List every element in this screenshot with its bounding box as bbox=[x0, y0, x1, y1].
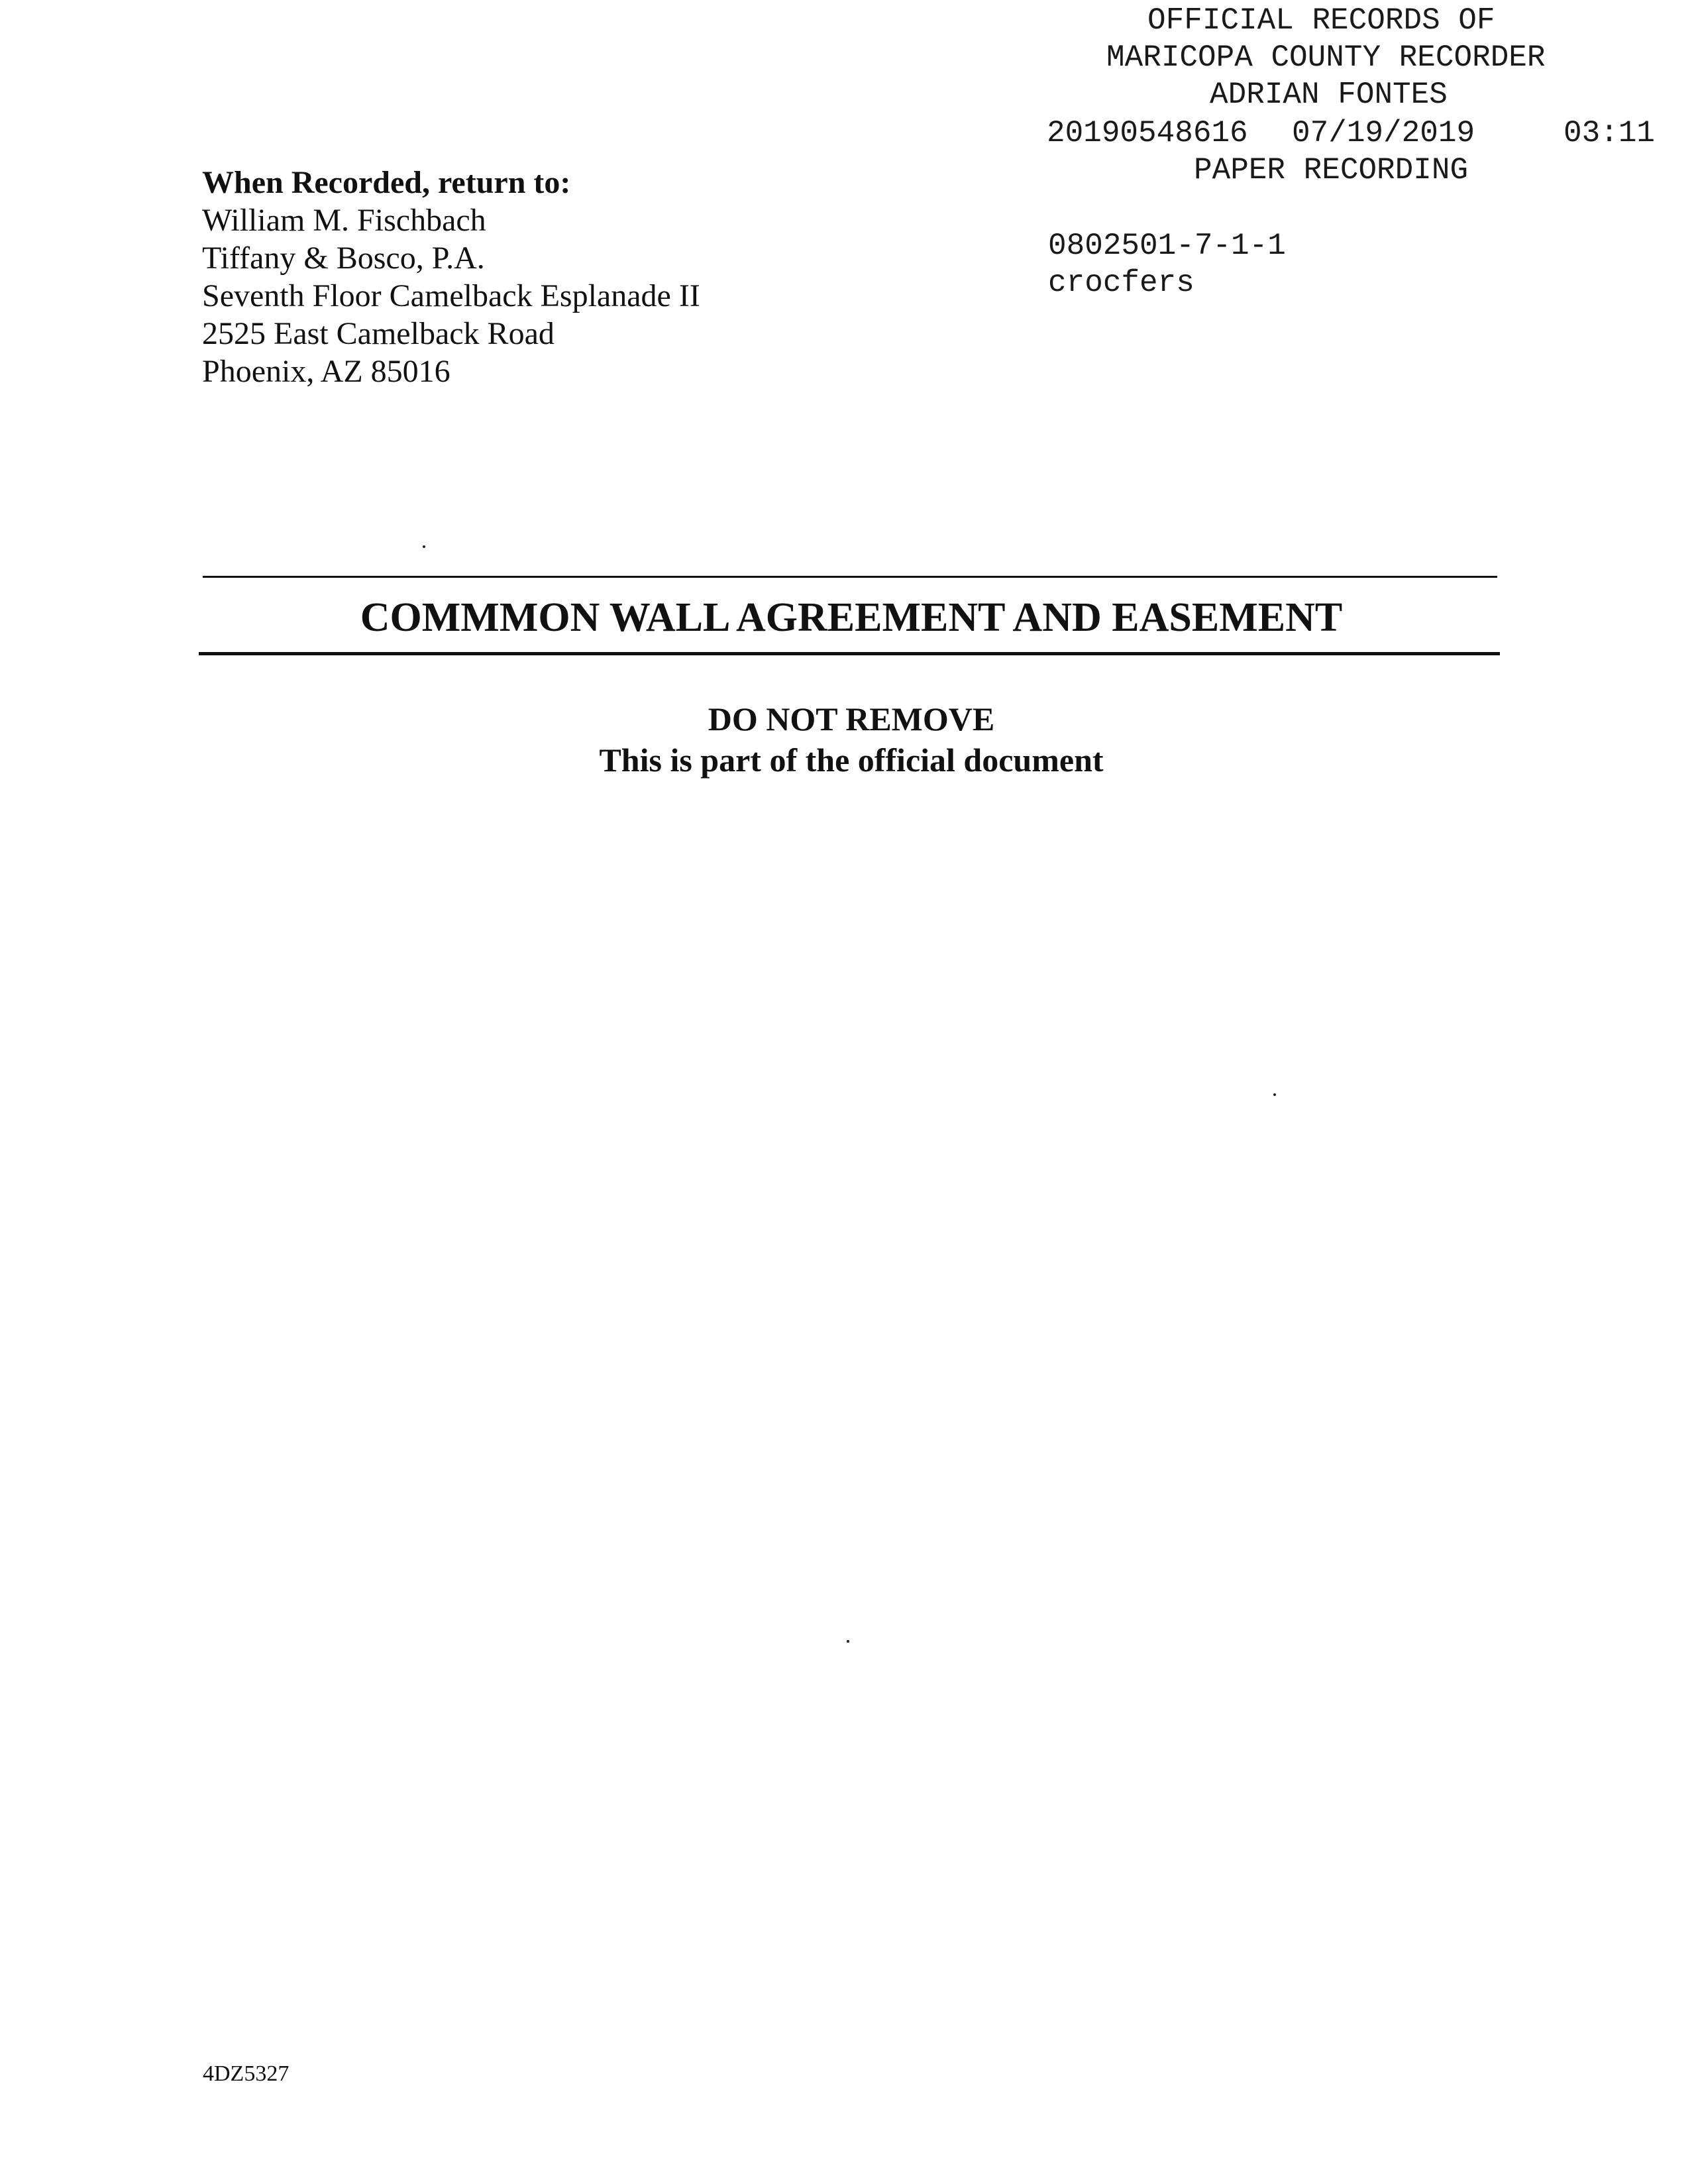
stamp-official-records: OFFICIAL RECORDS OF bbox=[1147, 3, 1495, 38]
official-document-notice: This is part of the official document bbox=[599, 741, 1104, 779]
stamp-document-ref: 0802501-7-1-1 bbox=[1048, 229, 1286, 263]
return-city-state-zip: Phoenix, AZ 85016 bbox=[202, 354, 450, 389]
do-not-remove-notice: DO NOT REMOVE bbox=[708, 700, 995, 737]
return-building: Seventh Floor Camelback Esplanade II bbox=[202, 278, 700, 313]
return-heading: When Recorded, return to: bbox=[202, 165, 571, 200]
stamp-county-recorder: MARICOPA COUNTY RECORDER bbox=[1106, 40, 1546, 75]
stamp-recording-number: 20190548616 bbox=[1047, 116, 1248, 150]
document-code: 4DZ5327 bbox=[203, 2061, 290, 2086]
scan-speck bbox=[423, 545, 425, 548]
stamp-recording-time: 03:11 bbox=[1564, 116, 1656, 150]
title-top-rule bbox=[203, 576, 1497, 578]
return-firm: Tiffany & Bosco, P.A. bbox=[202, 241, 485, 276]
stamp-operator: crocfers bbox=[1048, 266, 1194, 300]
stamp-recorder-name: ADRIAN FONTES bbox=[1210, 78, 1448, 112]
stamp-recording-date: 07/19/2019 bbox=[1292, 116, 1475, 150]
scan-speck bbox=[1273, 1093, 1276, 1096]
document-title: COMMMON WALL AGREEMENT AND EASEMENT bbox=[360, 595, 1343, 640]
return-address-block bbox=[202, 164, 700, 390]
title-bottom-rule bbox=[199, 652, 1500, 655]
scan-speck bbox=[847, 1640, 849, 1643]
return-street: 2525 East Camelback Road bbox=[202, 316, 555, 351]
stamp-recording-type: PAPER RECORDING bbox=[1194, 153, 1469, 188]
return-name: William M. Fischbach bbox=[202, 203, 486, 238]
